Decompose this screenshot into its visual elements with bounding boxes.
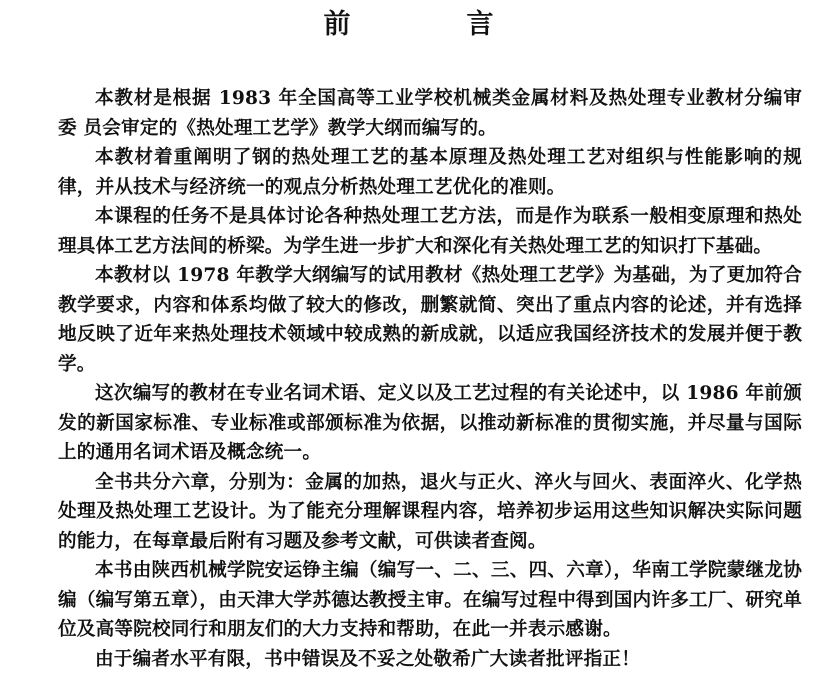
- preface-body: [58, 84, 802, 674]
- paragraph-4: 本教材以 1978 年教学大纲编写的试用教材《热处理工艺学》为基础，为了更加符合教学要求，内容和体系均做了较大的修改，删繁就简、突出了重点内容的论述，并有选择地反映了近年来热处理技术领域中较成熟的新成就，以适应我国经济技术的发展并便于教学。: [58, 261, 802, 379]
- page-title: 前 言: [0, 2, 819, 41]
- paragraph-8: 由于编者水平有限，书中错误及不妥之处敬希广大读者批评指正！: [58, 645, 802, 674]
- paragraph-1: 本教材是根据 1983 年全国高等工业学校机械类金属材料及热处理专业教材分编审 委 员会审定的《热处理工艺学》教学大纲而编写的。: [58, 84, 802, 143]
- paragraph-6: 全书共分六章，分别为：金属的加热，退火与正火、淬火与回火、表面淬火、化学热处理及热处理工艺设计。为了能充分理解课程内容，培养初步运用这些知识解决实际问题的能力，在每章最后附有习题及参考文献，可供读者查阅。: [58, 468, 802, 557]
- paragraph-5: 这次编写的教材在专业名词术语、定义以及工艺过程的有关论述中，以 1986 年前颁发的新国家标准、专业标准或部颁标准为依据，以推动新标准的贯彻实施，并尽量与国际上的通用名词术语及概念统一。: [58, 379, 802, 468]
- paragraph-7: 本书由陕西机械学院安运铮主编（编写一、二、三、四、六章），华南工学院蒙继龙协编（编写第五章），由天津大学苏德达教授主审。在编写过程中得到国内许多工厂、研究单位及高等院校同行和朋友们的大力支持和帮助，在此一并表示感谢。: [58, 556, 802, 645]
- paragraph-2: 本教材着重阐明了钢的热处理工艺的基本原理及热处理工艺对组织与性能影响的规律，并从技术与经济统一的观点分析热处理工艺优化的准则。: [58, 143, 802, 202]
- paragraph-3: 本课程的任务不是具体讨论各种热处理工艺方法，而是作为联系一般相变原理和热处理具体工艺方法间的桥梁。为学生进一步扩大和深化有关热处理工艺的知识打下基础。: [58, 202, 802, 261]
